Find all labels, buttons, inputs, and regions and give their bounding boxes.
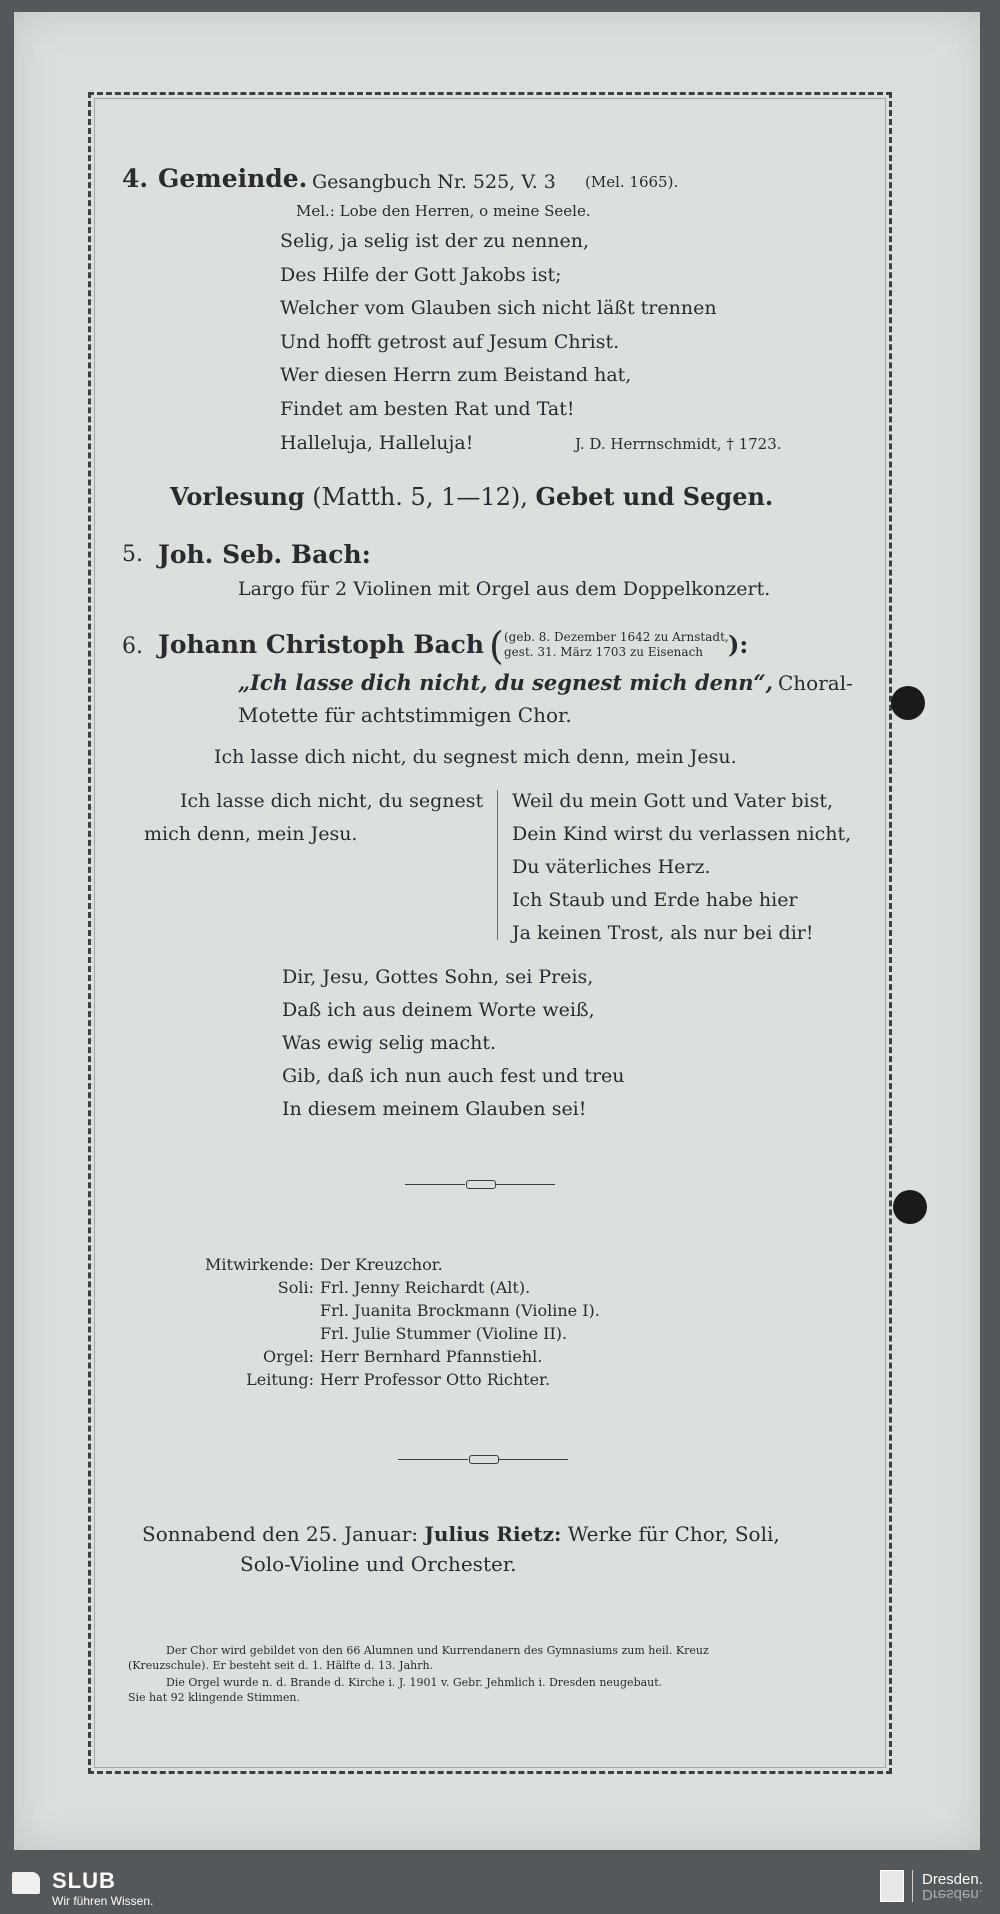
hymn-line: Welcher vom Glauben sich nicht läßt trennen bbox=[280, 297, 717, 319]
closing-line: In diesem meinem Glauben sei! bbox=[282, 1098, 587, 1120]
choir-note: Der Chor wird gebildet von den 66 Alumnen und Kurrendanern des Gymnasiums zum heil. Kreuz bbox=[166, 1644, 709, 1657]
melody-reference: (Mel. 1665). bbox=[585, 173, 679, 191]
hymn-line: Selig, ja selig ist der zu nennen, bbox=[280, 230, 590, 252]
motet-left: Ich lasse dich nicht, du segnest bbox=[180, 790, 484, 812]
performer-value: Frl. Jenny Reichardt (Alt). bbox=[320, 1278, 531, 1297]
slub-brand[interactable]: SLUB bbox=[52, 1868, 116, 1893]
hymn-line: Halleluja, Halleluja! bbox=[280, 432, 474, 454]
dresden-crest-icon bbox=[880, 1870, 904, 1902]
reading-label: Vorlesung bbox=[170, 482, 305, 511]
composer-dates: (geb. 8. Dezember 1642 zu Arnstadt, bbox=[504, 630, 729, 644]
performer-value: Frl. Julie Stummer (Violine II). bbox=[320, 1324, 568, 1343]
reading-reference: (Matth. 5, 1—12), bbox=[312, 483, 528, 511]
item-number: 6. bbox=[122, 634, 143, 659]
performer-value: Frl. Juanita Brockmann (Violine I). bbox=[320, 1301, 600, 1320]
dresden-logo-reflection: Dresden. bbox=[922, 1886, 983, 1903]
punch-hole bbox=[893, 1190, 927, 1224]
hymn-author: J. D. Herrnschmidt, † 1723. bbox=[575, 435, 782, 453]
performer-value: Herr Bernhard Pfannstiehl. bbox=[320, 1347, 543, 1366]
next-concert-line bbox=[142, 1522, 780, 1546]
performer-label: Mitwirkende: bbox=[205, 1255, 314, 1274]
motet-intro: Ich lasse dich nicht, du segnest mich denn, mein Jesu. bbox=[214, 746, 737, 768]
reading-line bbox=[170, 482, 773, 511]
motet-right-line: Weil du mein Gott und Vater bist, bbox=[512, 790, 834, 812]
choir-note: (Kreuzschule). Er besteht seit d. 1. Hälfte d. 13. Jahrh. bbox=[128, 1659, 434, 1672]
composer-dates: gest. 31. März 1703 zu Eisenach bbox=[504, 645, 704, 659]
work-title: Largo für 2 Violinen mit Orgel aus dem Doppelkonzert. bbox=[238, 578, 771, 600]
dresden-logo[interactable]: Dresden. bbox=[922, 1871, 983, 1888]
hymnal-reference: Gesangbuch Nr. 525, V. 3 bbox=[312, 171, 556, 193]
motet-title: „Ich lasse dich nicht, du segnest mich denn“, bbox=[238, 670, 773, 695]
section-ornament bbox=[405, 1180, 555, 1190]
performer-label: Soli: bbox=[277, 1278, 314, 1297]
performer-label: Orgel: bbox=[263, 1347, 314, 1366]
closing-line: Daß ich aus deinem Worte weiß, bbox=[282, 999, 595, 1021]
reading-rest: Gebet und Segen. bbox=[535, 482, 774, 511]
motet-subtitle: Choral- bbox=[778, 671, 853, 695]
item-number: 4. bbox=[122, 164, 149, 193]
motet-left: mich denn, mein Jesu. bbox=[144, 823, 358, 845]
motet-right-line: Dein Kind wirst du verlassen nicht, bbox=[512, 823, 852, 845]
organ-note: Die Orgel wurde n. d. Brande d. Kirche i. J. 1901 v. Gebr. Jehmlich i. Dresden neugebaut. bbox=[166, 1676, 663, 1689]
composer-name: Johann Christoph Bach bbox=[158, 630, 485, 659]
composer-name: Joh. Seb. Bach: bbox=[158, 540, 371, 569]
performer-label: Leitung: bbox=[246, 1370, 314, 1389]
closing-line: Gib, daß ich nun auch fest und treu bbox=[282, 1065, 625, 1087]
next-concert-date: Sonnabend den 25. Januar: bbox=[142, 1522, 419, 1546]
organ-note: Sie hat 92 klingende Stimmen. bbox=[128, 1691, 301, 1704]
performer-value: Herr Professor Otto Richter. bbox=[320, 1370, 551, 1389]
section-ornament bbox=[398, 1455, 568, 1465]
motet-right-line: Du väterliches Herz. bbox=[512, 856, 711, 878]
dates-close: ): bbox=[728, 630, 749, 659]
motet-right-line: Ich Staub und Erde habe hier bbox=[512, 889, 798, 911]
slub-logo-icon[interactable] bbox=[12, 1872, 40, 1894]
divider bbox=[912, 1870, 913, 1902]
closing-line: Dir, Jesu, Gottes Sohn, sei Preis, bbox=[282, 966, 594, 988]
item-number: 5. bbox=[122, 542, 143, 567]
hymn-line: Wer diesen Herrn zum Beistand hat, bbox=[280, 364, 632, 386]
viewer-footer bbox=[0, 1862, 1000, 1914]
next-concert-works: Werke für Chor, Soli, bbox=[567, 1522, 780, 1546]
slub-tagline: Wir führen Wissen. bbox=[52, 1894, 154, 1908]
performer-value: Der Kreuzchor. bbox=[320, 1255, 443, 1274]
hymn-line: Findet am besten Rat und Tat! bbox=[280, 398, 575, 420]
melody-line: Mel.: Lobe den Herren, o meine Seele. bbox=[296, 202, 591, 220]
motet-right-line: Ja keinen Trost, als nur bei dir! bbox=[512, 922, 814, 944]
motet-subtitle: Motette für achtstimmigen Chor. bbox=[238, 703, 572, 727]
next-concert-composer: Julius Rietz: bbox=[424, 1522, 562, 1546]
item-title: Gemeinde. bbox=[158, 164, 308, 193]
punch-hole bbox=[891, 686, 925, 720]
column-divider bbox=[497, 790, 498, 940]
next-concert-works: Solo-Violine und Orchester. bbox=[240, 1552, 517, 1576]
hymn-line: Und hofft getrost auf Jesum Christ. bbox=[280, 331, 620, 353]
closing-line: Was ewig selig macht. bbox=[282, 1032, 497, 1054]
hymn-line: Des Hilfe der Gott Jakobs ist; bbox=[280, 264, 562, 286]
